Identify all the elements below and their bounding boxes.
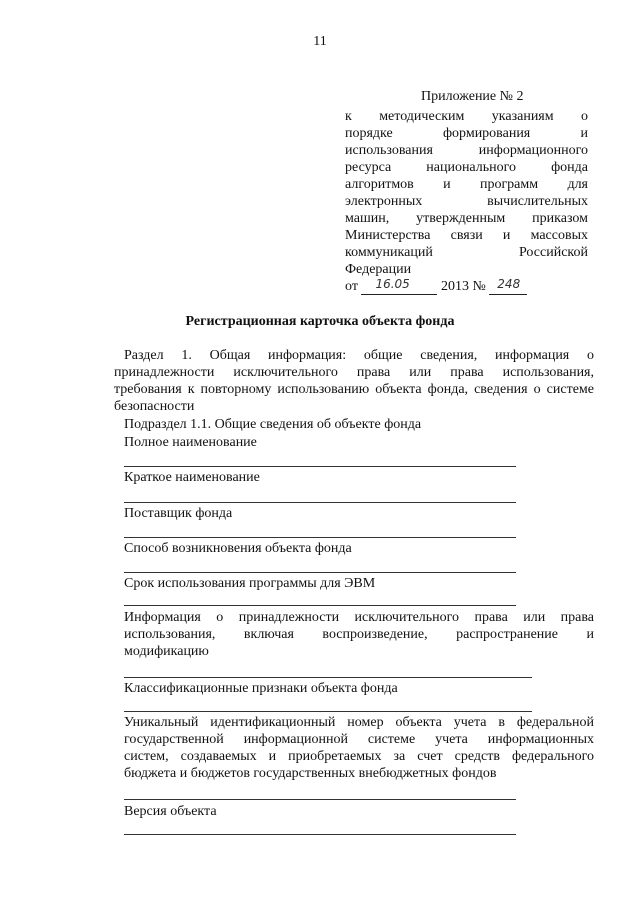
section-1-paragraph bbox=[114, 347, 594, 415]
supplier-label: Поставщик фонда bbox=[124, 506, 233, 521]
appendix-line: к методическим указаниям о bbox=[345, 109, 588, 124]
rights-info-label bbox=[124, 609, 594, 660]
order-number-field bbox=[489, 279, 527, 295]
year-number-label: 2013 № bbox=[440, 279, 486, 294]
appendix-line: алгоритмов и программ для bbox=[345, 177, 588, 192]
supplier-line bbox=[124, 537, 516, 538]
section-line: безопасности bbox=[114, 399, 195, 414]
section-line: Раздел 1. Общая информация: общие сведения, информация о bbox=[124, 348, 594, 363]
rights-line: модификацию bbox=[124, 644, 209, 659]
appendix-title: Приложение № 2 bbox=[421, 89, 524, 104]
unique-id-line bbox=[124, 799, 516, 800]
rights-line: использования, включая воспроизведение, распространение и bbox=[124, 627, 594, 642]
full-name-label: Полное наименование bbox=[124, 435, 257, 450]
classification-label: Классификационные признаки объекта фонда bbox=[124, 681, 398, 696]
term-line bbox=[124, 605, 516, 606]
subsection-title: Подраздел 1.1. Общие сведения об объекте фонда bbox=[124, 417, 422, 432]
section-line: принадлежности исключительного права или права использования, bbox=[114, 365, 594, 380]
appendix-line: Федерации bbox=[345, 262, 412, 277]
order-date-line bbox=[345, 278, 588, 295]
section-line: требования к повторному использованию объекта фонда, сведения о системе bbox=[114, 382, 594, 397]
handwritten-number: 248 bbox=[497, 277, 521, 291]
appendix-text bbox=[345, 108, 588, 278]
full-name-line bbox=[124, 466, 516, 467]
handwritten-date: 16.05 bbox=[375, 277, 410, 291]
uid-line: государственной информационной системе учета информационных bbox=[124, 732, 594, 747]
short-name-line bbox=[124, 502, 516, 503]
appendix-line: коммуникаций Российской bbox=[345, 245, 588, 260]
version-line bbox=[124, 834, 516, 835]
appendix-line: порядке формирования и bbox=[345, 126, 588, 141]
uid-line: систем, создаваемых и приобретаемых за счет средств федерального bbox=[124, 749, 594, 764]
appendix-line: электронных вычислительных bbox=[345, 194, 588, 209]
origin-label: Способ возникновения объекта фонда bbox=[124, 541, 352, 556]
rights-line: Информация о принадлежности исключительного права или права bbox=[124, 610, 594, 625]
appendix-line: ресурса национального фонда bbox=[345, 160, 588, 175]
appendix-line: машин, утвержденным приказом bbox=[345, 211, 588, 226]
unique-id-label bbox=[124, 714, 594, 782]
card-title: Регистрационная карточка объекта фонда bbox=[185, 314, 455, 329]
uid-line: бюджета и бюджетов государственных внебюджетных фондов bbox=[124, 766, 497, 781]
rights-info-line bbox=[124, 677, 532, 678]
appendix-line: Министерства связи и массовых bbox=[345, 228, 588, 243]
version-label: Версия объекта bbox=[124, 804, 217, 819]
date-field bbox=[361, 279, 437, 295]
short-name-label: Краткое наименование bbox=[124, 470, 260, 485]
classification-line bbox=[124, 711, 532, 712]
appendix-line: использования информационного bbox=[345, 143, 588, 158]
origin-line bbox=[124, 572, 516, 573]
term-label: Срок использования программы для ЭВМ bbox=[124, 576, 376, 591]
uid-line: Уникальный идентификационный номер объекта учета в федеральной bbox=[124, 715, 594, 730]
appendix-header bbox=[345, 88, 588, 295]
page-number: 11 bbox=[313, 34, 327, 49]
date-prefix: от bbox=[345, 279, 358, 294]
